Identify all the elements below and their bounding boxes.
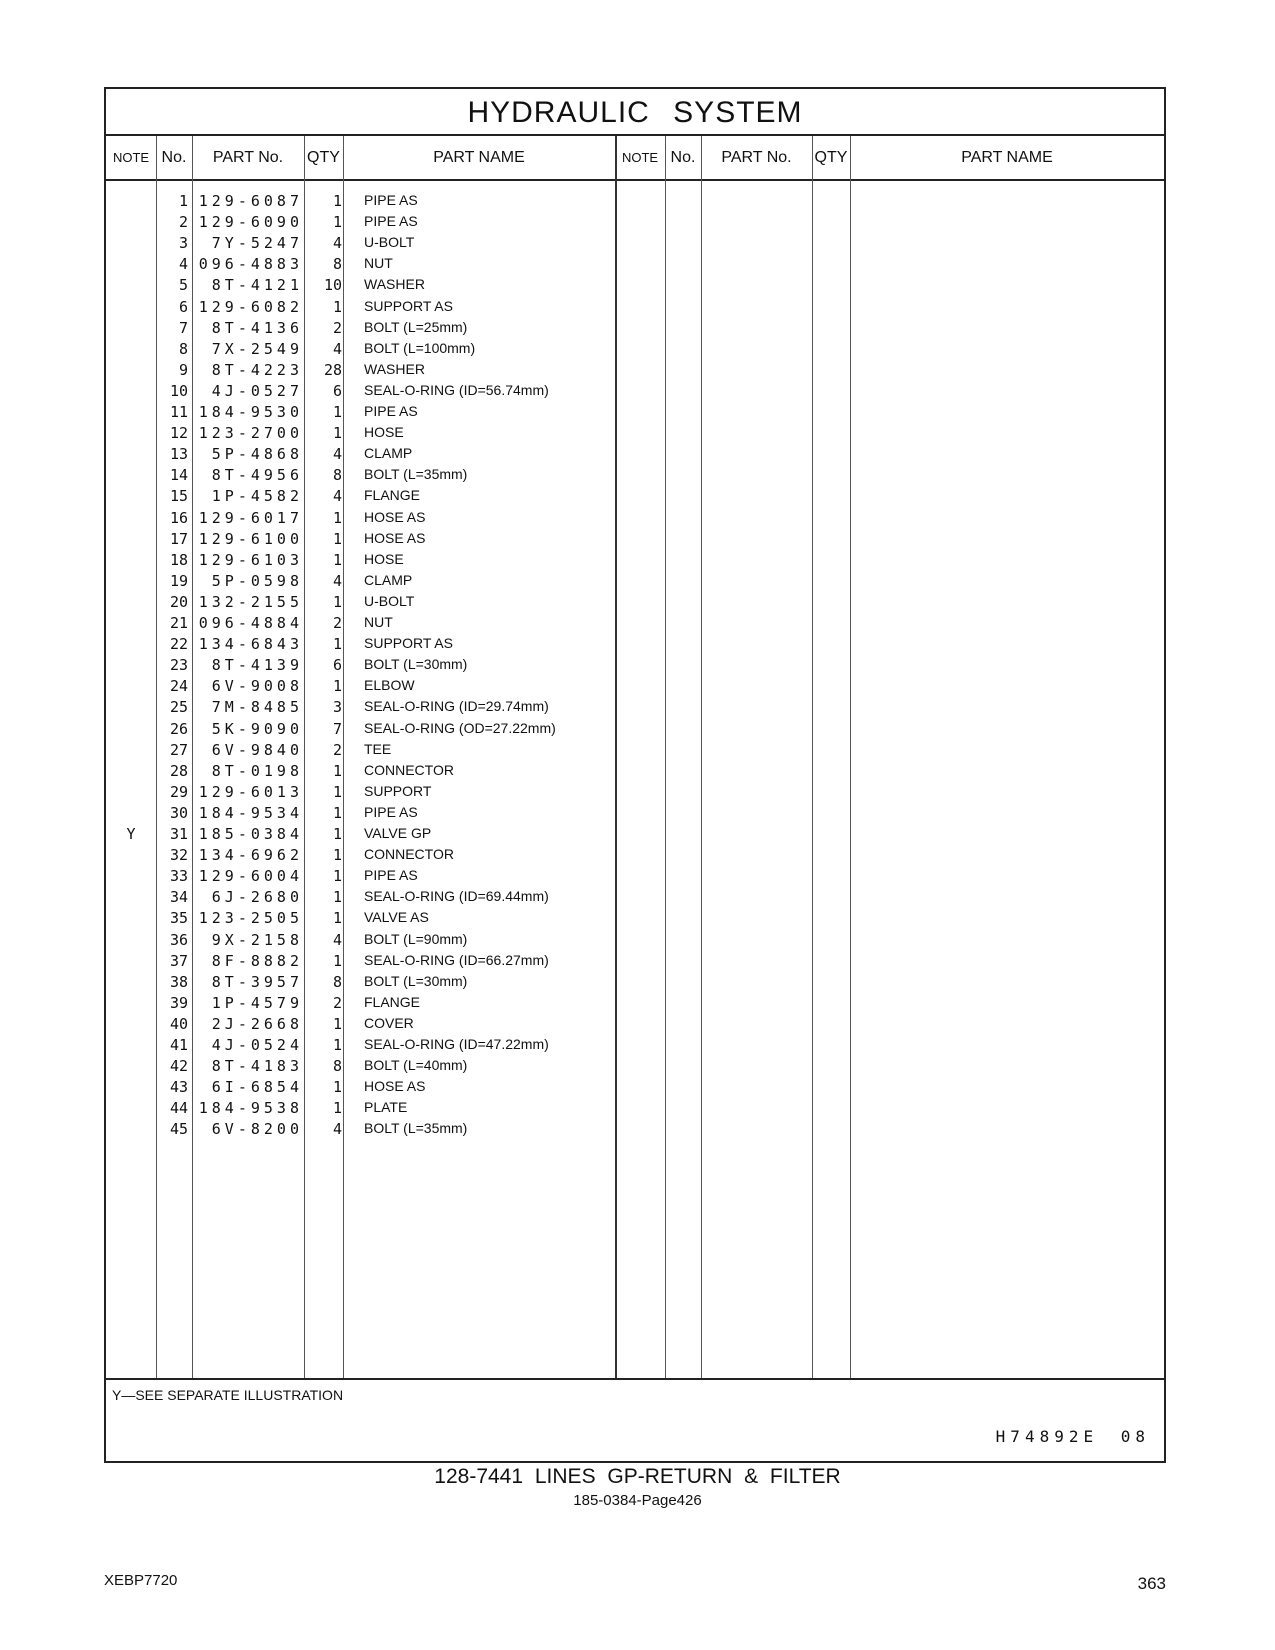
part-number-cell: 5K-9090 [211,719,303,738]
quantity-cell: 1 [332,592,342,611]
part-number-cell: 134-6962 [198,846,303,865]
table-row [106,1097,666,1119]
part-number-cell: 096-4884 [198,614,303,632]
illustration-code: H74892E 08 [995,1427,1150,1446]
quantity-cell: 2 [332,614,342,632]
item-number-cell: 2 [178,213,188,232]
part-name-cell: SEAL-O-RING (OD=27.22mm) [364,719,556,736]
header-no-right: No. [670,149,696,166]
table-row [106,232,666,254]
quantity-cell: 10 [323,276,342,295]
document-id: XEBP7720 [104,1572,178,1589]
quantity-cell: 1 [332,909,342,928]
quantity-cell: 3 [332,698,342,717]
item-number-cell: 5 [178,276,188,295]
quantity-cell: 1 [332,761,342,780]
table-row [106,739,666,761]
item-number-cell: 20 [169,592,188,611]
table-row [106,422,666,444]
quantity-cell: 4 [332,571,342,590]
part-name-cell: BOLT (L=30mm) [364,656,468,673]
part-number-cell: 123-2700 [198,424,303,443]
table-row [106,1118,666,1140]
page-title: HYDRAULIC SYSTEM [106,89,1164,136]
item-number-cell: 21 [169,614,188,632]
table-row [106,274,666,296]
item-number-cell: 15 [169,487,188,506]
part-name-cell: SUPPORT [364,782,432,799]
quantity-cell: 6 [332,381,342,400]
item-number-cell: 42 [169,1057,188,1076]
item-number-cell: 23 [169,656,188,675]
quantity-cell: 1 [332,867,342,886]
quantity-cell: 2 [332,993,342,1012]
item-number-cell: 19 [169,571,188,590]
part-name-cell: NUT [364,614,393,630]
part-name-cell: VALVE AS [364,909,429,926]
part-number-cell: 8T-4121 [211,276,303,295]
part-number-cell: 1P-4579 [211,993,303,1012]
part-name-cell: CLAMP [364,445,413,462]
item-number-cell: 14 [169,466,188,485]
item-number-cell: 35 [169,909,188,928]
table-row [106,929,666,951]
part-name-cell: NUT [364,255,393,272]
table-row [106,485,666,507]
item-number-cell: 7 [178,318,188,337]
item-number-cell: 27 [169,740,188,759]
table-row [106,971,666,993]
table-row [106,1076,666,1098]
quantity-cell: 4 [332,487,342,506]
table-row [106,865,666,887]
quantity-cell: 8 [332,255,342,274]
page-number: 363 [1137,1574,1166,1593]
table-row [106,253,666,275]
table-row [106,549,666,571]
table-row [106,696,666,718]
part-number-cell: 129-6082 [198,297,303,316]
item-number-cell: 13 [169,445,188,464]
part-name-cell: PLATE [364,1099,408,1116]
item-number-cell: 11 [169,403,188,421]
part-name-cell: PIPE AS [364,803,418,820]
part-name-cell: BOLT (L=35mm) [364,1120,468,1137]
part-name-cell: BOLT (L=25mm) [364,318,468,335]
item-number-cell: 4 [178,255,188,274]
part-name-cell: PIPE AS [364,867,418,884]
quantity-cell: 4 [332,1120,342,1139]
page-reference: 185-0384-Page426 [573,1492,702,1509]
item-number-cell: 29 [169,782,188,801]
part-name-cell: BOLT (L=100mm) [364,339,476,356]
part-number-cell: 8T-4139 [211,656,303,675]
header-no: No. [161,149,187,166]
table-row [106,802,666,824]
header-qty-right: QTY [814,149,848,166]
parts-table-frame [104,87,1166,1463]
quantity-cell: 1 [332,213,342,232]
part-number-cell: 129-6004 [198,867,303,886]
quantity-cell: 6 [332,656,342,675]
item-number-cell: 33 [169,867,188,886]
table-row [106,654,666,676]
table-header-row [106,136,1164,181]
part-name-cell: SEAL-O-RING (ID=69.44mm) [364,888,549,905]
item-number-cell: 30 [169,803,188,822]
item-number-cell: 6 [178,297,188,316]
quantity-cell: 1 [332,803,342,822]
table-row [106,443,666,465]
quantity-cell: 1 [332,782,342,801]
part-name-cell: PIPE AS [364,403,418,419]
quantity-cell: 2 [332,740,342,759]
header-note-right: NOTE [621,150,659,165]
table-row [106,992,666,1014]
table-row [106,338,666,360]
part-number-cell: 6V-8200 [211,1120,303,1139]
quantity-cell: 1 [332,550,342,569]
part-name-cell: BOLT (L=90mm) [364,930,468,947]
quantity-cell: 8 [332,1057,342,1076]
part-number-cell: 096-4883 [198,255,303,274]
table-row [106,401,666,423]
part-name-cell: CONNECTOR [364,761,454,778]
item-number-cell: 45 [169,1120,188,1139]
quantity-cell: 1 [332,424,342,443]
item-number-cell: 36 [169,930,188,949]
table-row [106,317,666,339]
column-divider [701,136,702,1378]
part-name-cell: WASHER [364,276,425,293]
table-row [106,211,666,233]
header-part-name: PART NAME [433,149,525,166]
quantity-cell: 1 [332,1078,342,1097]
quantity-cell: 1 [332,508,342,527]
table-row [106,760,666,782]
part-number-cell: 8T-4183 [211,1057,303,1076]
table-row [106,1034,666,1056]
table-row [106,464,666,486]
quantity-cell: 4 [332,339,342,358]
item-number-cell: 12 [169,424,188,443]
part-name-cell: PIPE AS [364,192,418,208]
part-number-cell: 129-6090 [198,213,303,232]
group-caption: 128-7441 LINES GP-RETURN & FILTER [434,1465,841,1488]
footnote: Y—SEE SEPARATE ILLUSTRATION [112,1387,344,1403]
item-number-cell: 39 [169,993,188,1012]
part-number-cell: 4J-0524 [211,1036,303,1054]
part-number-cell: 129-6087 [198,192,303,210]
part-name-cell: FLANGE [364,993,421,1010]
table-row [106,612,666,634]
header-qty: QTY [307,149,340,166]
table-row [106,950,666,972]
part-number-cell: 7X-2549 [211,339,303,358]
part-name-cell: HOSE AS [364,529,426,546]
item-number-cell: 25 [169,698,188,717]
item-number-cell: 28 [169,761,188,780]
part-number-cell: 4J-0527 [211,381,303,400]
quantity-cell: 7 [332,719,342,738]
table-row [106,359,666,381]
quantity-cell: 1 [332,825,342,843]
table-row [106,507,666,529]
table-row [106,781,666,803]
table-row [106,907,666,929]
quantity-cell: 4 [332,445,342,464]
header-note: NOTE [112,150,150,165]
part-name-cell: SUPPORT AS [364,297,453,314]
part-number-cell: 129-6100 [198,529,303,548]
item-number-cell: 40 [169,1014,188,1033]
part-name-cell: BOLT (L=30mm) [364,972,468,989]
header-part-name-right: PART NAME [961,149,1053,166]
part-number-cell: 132-2155 [198,592,303,611]
note-cell: Y [126,825,136,843]
part-name-cell: HOSE [364,424,404,441]
part-number-cell: 6I-6854 [211,1078,303,1097]
table-row [106,570,666,592]
part-number-cell: 5P-4868 [211,445,303,464]
part-name-cell: ELBOW [364,677,415,694]
part-number-cell: 8T-4223 [211,360,303,379]
part-number-cell: 8T-4956 [211,466,303,485]
part-number-cell: 184-9530 [198,403,303,421]
part-number-cell: 8T-3957 [211,972,303,991]
item-number-cell: 8 [178,339,188,358]
table-row [106,823,666,845]
part-number-cell: 184-9538 [198,1099,303,1118]
header-part-no: PART No. [212,149,284,166]
part-name-cell: SEAL-O-RING (ID=66.27mm) [364,951,549,968]
table-row [106,190,666,212]
table-row [106,1013,666,1035]
item-number-cell: 41 [169,1036,188,1054]
part-number-cell: 1P-4582 [211,487,303,506]
item-number-cell: 37 [169,951,188,970]
part-number-cell: 8T-4136 [211,318,303,337]
quantity-cell: 1 [332,1099,342,1118]
part-name-cell: U-BOLT [364,234,415,251]
item-number-cell: 16 [169,508,188,527]
quantity-cell: 1 [332,403,342,421]
quantity-cell: 1 [332,888,342,907]
table-row [106,591,666,613]
part-name-cell: SUPPORT AS [364,635,453,652]
quantity-cell: 1 [332,677,342,696]
header-part-no-right: PART No. [721,149,792,166]
quantity-cell: 4 [332,930,342,949]
table-row [106,844,666,866]
item-number-cell: 32 [169,846,188,865]
quantity-cell: 1 [332,635,342,654]
part-number-cell: 134-6843 [198,635,303,654]
part-number-cell: 129-6103 [198,550,303,569]
table-row [106,718,666,740]
part-number-cell: 7M-8485 [211,698,303,717]
table-row [106,380,666,402]
part-name-cell: CONNECTOR [364,846,454,863]
part-number-cell: 6V-9840 [211,740,303,759]
item-number-cell: 9 [178,360,188,379]
part-number-cell: 8T-0198 [211,761,303,780]
part-number-cell: 8F-8882 [211,951,303,970]
quantity-cell: 8 [332,466,342,485]
part-name-cell: SEAL-O-RING (ID=47.22mm) [364,1036,549,1052]
table-row [106,1055,666,1077]
part-number-cell: 2J-2668 [211,1014,303,1033]
table-row [106,675,666,697]
part-name-cell: HOSE [364,550,404,567]
part-name-cell: PIPE AS [364,213,418,230]
footer-divider [106,1378,1164,1380]
item-number-cell: 34 [169,888,188,907]
quantity-cell: 8 [332,972,342,991]
column-divider [812,136,813,1378]
part-name-cell: BOLT (L=35mm) [364,466,468,483]
item-number-cell: 10 [169,381,188,400]
item-number-cell: 26 [169,719,188,738]
part-number-cell: 6J-2680 [211,888,303,907]
quantity-cell: 1 [332,529,342,548]
item-number-cell: 18 [169,550,188,569]
part-name-cell: HOSE AS [364,508,426,525]
item-number-cell: 24 [169,677,188,696]
part-name-cell: VALVE GP [364,825,432,841]
part-number-cell: 184-9534 [198,803,303,822]
item-number-cell: 1 [178,192,188,210]
item-number-cell: 31 [169,825,188,843]
quantity-cell: 2 [332,318,342,337]
part-name-cell: TEE [364,740,392,757]
part-name-cell: FLANGE [364,487,421,504]
column-divider [850,136,851,1378]
quantity-cell: 4 [332,234,342,253]
part-number-cell: 9X-2158 [211,930,303,949]
item-number-cell: 17 [169,529,188,548]
part-number-cell: 123-2505 [198,909,303,928]
part-name-cell: SEAL-O-RING (ID=29.74mm) [364,698,549,715]
quantity-cell: 1 [332,1014,342,1033]
part-name-cell: U-BOLT [364,592,415,609]
item-number-cell: 43 [169,1078,188,1097]
quantity-cell: 1 [332,1036,342,1054]
quantity-cell: 1 [332,192,342,210]
part-name-cell: SEAL-O-RING (ID=56.74mm) [364,381,549,398]
quantity-cell: 1 [332,297,342,316]
part-number-cell: 129-6013 [198,782,303,801]
table-row [106,296,666,318]
table-row [106,886,666,908]
part-number-cell: 129-6017 [198,508,303,527]
part-name-cell: CLAMP [364,571,413,588]
quantity-cell: 1 [332,951,342,970]
item-number-cell: 22 [169,635,188,654]
quantity-cell: 28 [323,360,342,379]
part-name-cell: WASHER [364,360,425,377]
part-number-cell: 185-0384 [198,825,303,843]
table-row [106,633,666,655]
table-row [106,528,666,550]
part-name-cell: BOLT (L=40mm) [364,1057,468,1074]
item-number-cell: 38 [169,972,188,991]
part-number-cell: 6V-9008 [211,677,303,696]
part-name-cell: HOSE AS [364,1078,426,1095]
part-number-cell: 7Y-5247 [211,234,303,253]
item-number-cell: 44 [169,1099,188,1118]
part-number-cell: 5P-0598 [211,571,303,590]
part-name-cell: COVER [364,1014,414,1031]
item-number-cell: 3 [178,234,188,253]
quantity-cell: 1 [332,846,342,865]
